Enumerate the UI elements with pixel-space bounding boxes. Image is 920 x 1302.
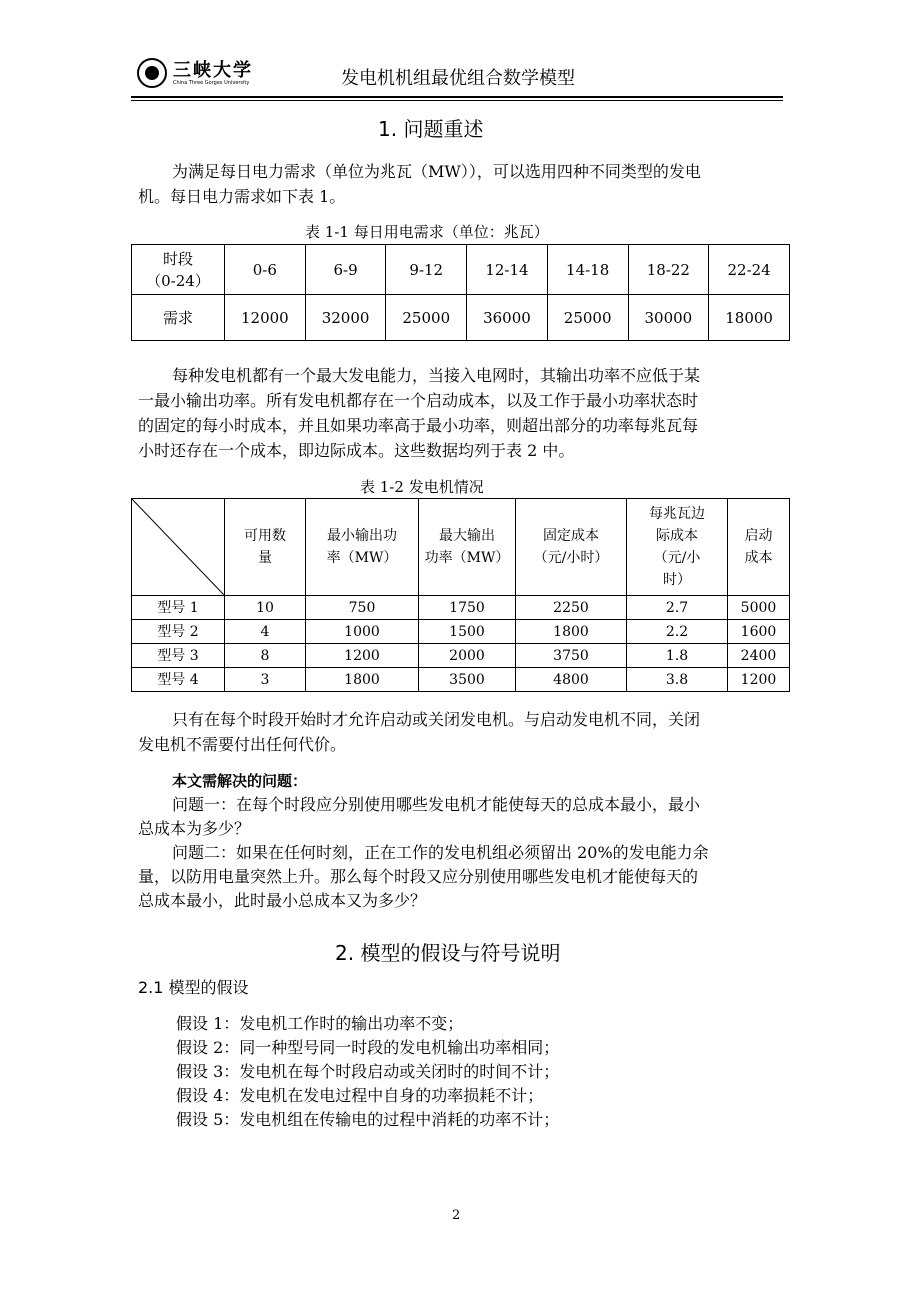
demand-cell: 25000 [547,295,628,341]
data-cell: 5000 [728,596,790,620]
data-cell: 2250 [516,596,627,620]
page-header [131,52,783,98]
period-cell: 18-22 [628,245,709,295]
data-cell: 4800 [516,668,627,692]
period-header-cell [132,245,225,295]
subsection-2-1-title: 2.1 模型的假设 [138,978,249,997]
period-cell: 0-6 [225,245,306,295]
header-min-power [306,499,419,596]
section-1-title: 1. 问题重述 [378,117,484,141]
model-cell: 型号 1 [132,596,225,620]
header-max-power [419,499,516,596]
period-cell: 12-14 [467,245,548,295]
problem-2-line-1: 问题二：如果在任何时刻，正在工作的发电机组必须留出 20%的发电能力余 [172,843,709,862]
page-number: 2 [452,1208,461,1223]
header-line: （元/小时） [533,550,609,566]
period-header-line-2: （0-24） [146,271,210,290]
problem-2-line-3: 总成本最小，此时最小总成本又为多少？ [138,891,427,910]
data-cell: 1.8 [627,644,728,668]
diagonal-line-icon [131,498,224,595]
data-cell: 10 [225,596,306,620]
table-1-caption: 表 1-1 每日用电需求（单位：兆瓦） [305,223,549,241]
demand-label-cell: 需求 [132,295,225,341]
assumption-3: 假设 3：发电机在每个时段启动或关闭时的时间不计； [176,1062,560,1081]
data-cell: 1200 [728,668,790,692]
header-line: 成本 [744,550,773,566]
table-row [132,668,790,692]
header-line: 功率（MW） [424,550,510,566]
demand-table [131,244,790,341]
data-cell: 1800 [306,668,419,692]
header-line: 每兆瓦边 [649,506,705,522]
data-cell: 1800 [516,620,627,644]
table-row [132,644,790,668]
para3-line-2: 发电机不需要付出任何代价。 [138,735,347,754]
data-cell: 2.7 [627,596,728,620]
assumption-2: 假设 2：同一种型号同一时段的发电机输出功率相同； [176,1038,560,1057]
data-cell: 8 [225,644,306,668]
data-cell: 2000 [419,644,516,668]
header-line: 率（MW） [326,550,398,566]
data-cell: 1750 [419,596,516,620]
period-cell: 9-12 [386,245,467,295]
data-cell: 1500 [419,620,516,644]
demand-cell: 18000 [709,295,790,341]
period-cell: 6-9 [305,245,386,295]
demand-cell: 30000 [628,295,709,341]
demand-cell: 25000 [386,295,467,341]
para3-line-1: 只有在每个时段开始时才允许启动或关闭发电机。与启动发电机不同，关闭 [172,710,701,729]
data-cell: 4 [225,620,306,644]
header-startup-cost [728,499,790,596]
model-cell: 型号 2 [132,620,225,644]
para2-line-1: 每种发电机都有一个最大发电能力，当接入电网时，其输出功率不应低于某 [172,366,701,385]
header-line: 际成本 [656,528,698,544]
data-cell: 1000 [306,620,419,644]
data-cell: 1200 [306,644,419,668]
data-cell: 1600 [728,620,790,644]
model-cell: 型号 4 [132,668,225,692]
logo-chinese-text: 三峡大学 [173,60,253,81]
para2-line-3: 的固定的每小时成本，并且如果功率高于最小功率，则超出部分的功率每兆瓦每 [138,416,699,435]
header-line: 可用数 [244,528,286,544]
university-logo-icon [137,58,167,88]
demand-cell: 36000 [467,295,548,341]
period-header-line-1: 时段 [162,249,193,268]
data-cell: 3.8 [627,668,728,692]
data-cell: 2.2 [627,620,728,644]
problem-2-line-2: 量，以防用电量突然上升。那么每个时段又应分别使用哪些发电机才能使每天的 [138,867,699,886]
assumption-5: 假设 5：发电机组在传输电的过程中消耗的功率不计； [176,1110,560,1129]
problem-1-line-2: 总成本为多少？ [138,819,251,838]
header-line: （元/小 [653,550,701,566]
header-line: 启动 [744,528,773,544]
period-cell: 14-18 [547,245,628,295]
data-cell: 750 [306,596,419,620]
header-line: 量 [258,550,272,566]
problems-label: 本文需解决的问题： [172,772,308,790]
period-cell: 22-24 [709,245,790,295]
logo-english-text: China Three Gorges University [173,80,250,86]
header-line: 固定成本 [543,528,599,544]
demand-cell: 32000 [305,295,386,341]
header-fixed-cost [516,499,627,596]
header-line: 时） [663,572,691,588]
header-available-count [225,499,306,596]
header-line: 最大输出 [439,528,495,544]
header-title: 发电机机组最优组合数学模型 [341,68,575,89]
header-line: 最小输出功 [327,528,397,544]
demand-cell: 12000 [225,295,306,341]
problem-1-line-1: 问题一：在每个时段应分别使用哪些发电机才能使每天的总成本最小，最小 [172,795,701,814]
data-cell: 2400 [728,644,790,668]
data-cell: 3500 [419,668,516,692]
data-cell: 3 [225,668,306,692]
para2-line-2: 一最小输出功率。所有发电机都存在一个启动成本，以及工作于最小功率状态时 [138,391,699,410]
table-2-caption: 表 1-2 发电机情况 [360,478,484,496]
model-cell: 型号 3 [132,644,225,668]
assumption-4: 假设 4：发电机在发电过程中自身的功率损耗不计； [176,1086,544,1105]
section-2-title: 2. 模型的假设与符号说明 [335,941,561,965]
data-cell: 3750 [516,644,627,668]
header-marginal-cost [627,499,728,596]
table-row [132,596,790,620]
intro-line-1: 为满足每日电力需求（单位为兆瓦（MW）），可以选用四种不同类型的发电 [172,162,701,181]
table-row [132,620,790,644]
intro-line-2: 机。每日电力需求如下表 1。 [138,187,346,206]
generator-table [131,498,790,692]
para2-line-4: 小时还存在一个成本，即边际成本。这些数据均列于表 2 中。 [138,441,575,460]
assumption-1: 假设 1：发电机工作时的输出功率不变； [176,1014,464,1033]
